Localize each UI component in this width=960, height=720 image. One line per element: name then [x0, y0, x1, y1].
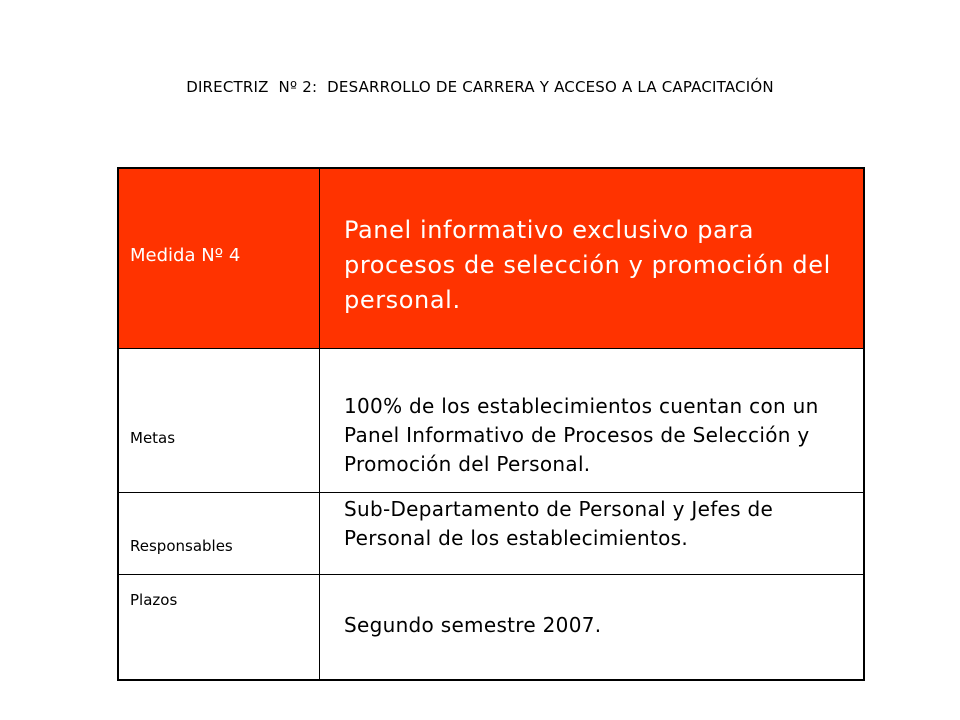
goals-label: Metas	[130, 429, 176, 447]
column-divider	[319, 169, 320, 679]
measure-number-label: Medida Nº 4	[130, 245, 241, 266]
deadlines-row	[119, 575, 863, 679]
goals-value: 100% de los establecimientos cuentan con un Panel Informativo de Procesos de Selección y Promoción del Personal.	[344, 394, 819, 476]
responsibles-label: Responsables	[130, 537, 233, 555]
deadlines-label: Plazos	[130, 591, 178, 609]
goals-row	[119, 349, 863, 493]
deadlines-value: Segundo semestre 2007.	[344, 613, 602, 637]
measure-header-row	[119, 169, 863, 349]
responsibles-value: Sub-Departamento de Personal y Jefes de Personal de los establecimientos.	[344, 497, 774, 550]
responsibles-row	[119, 493, 863, 575]
page-title: DIRECTRIZ Nº 2: DESARROLLO DE CARRERA Y ACCESO A LA CAPACITACIÓN	[186, 78, 774, 96]
measure-table	[117, 167, 865, 681]
measure-title: Panel informativo exclusivo para procesos de selección y promoción del personal.	[344, 216, 831, 314]
